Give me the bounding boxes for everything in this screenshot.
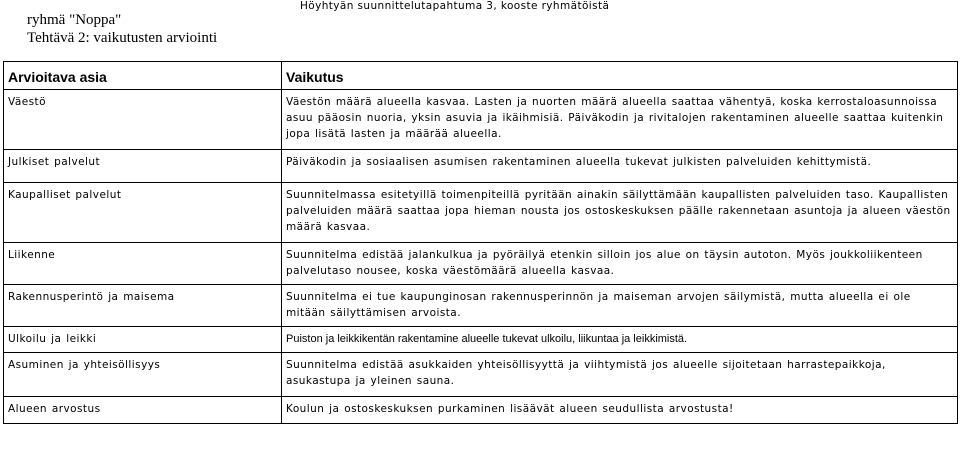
column-header-impact: Vaikutus [282,62,958,90]
table-row [4,150,958,183]
row-subject: Kaupalliset palvelut [4,183,282,243]
table-row [4,285,958,327]
impact-assessment-table [3,61,958,424]
group-title: ryhmä "Noppa" [27,12,122,28]
row-subject: Julkiset palvelut [4,150,282,183]
row-impact: Päiväkodin ja sosiaalisen asumisen rakentaminen alueella tukevat julkisten palveluiden kehittymistä. [282,150,958,183]
table-row [4,90,958,150]
row-impact: Koulun ja ostoskeskuksen purkaminen lisäävät alueen seudullista arvostusta! [282,397,958,424]
table-header-row [4,62,958,90]
column-header-subject: Arvioitava asia [4,62,282,90]
row-subject: Rakennusperintö ja maisema [4,285,282,327]
row-impact: Suunnitelma edistää asukkaiden yhteisöllisyyttä ja viihtymistä jos alueelle sijoitetaan harrastepaikkoja, asukastupa ja yleinen sauna. [282,353,958,397]
table-row [4,183,958,243]
row-impact: Suunnitelma edistää jalankulkua ja pyöräilyä etenkin silloin jos alue on täysin autoton. Myös joukkoliikenteen palvelutaso nousee, koska väestömäärä alueella kasvaa. [282,243,958,285]
row-impact: Suunnitelma ei tue kaupunginosan rakennusperinnön ja maiseman arvojen säilymistä, mutta alueella ei ole mitään säilyttämisen arvoista. [282,285,958,327]
task-title: Tehtävä 2: vaikutusten arviointi [27,30,218,46]
row-subject: Väestö [4,90,282,150]
table-row [4,243,958,285]
row-impact: Väestön määrä alueella kasvaa. Lasten ja nuorten määrä alueella saattaa vähentyä, koska kerrostaloasunnoissa asuu pääosin nuoria, yksin asuvia ja ikäihmisiä. Päiväkodin ja rivitalojen rakentaminen alueelle saattaa kuitenkin jopa lisätä lasten ja määrää alueella. [282,90,958,150]
row-subject: Asuminen ja yhteisöllisyys [4,353,282,397]
table-row [4,353,958,397]
row-impact: Puiston ja leikkikentän rakentamine alueelle tukevat ulkoilu, liikuntaa ja leikkimistä. [282,327,958,353]
table-row [4,327,958,353]
document-header [27,11,217,47]
document-title: Höyhtyän suunnittelutapahtuma 3, kooste ryhmätöistä [300,0,610,12]
row-subject: Ulkoilu ja leikki [4,327,282,353]
row-subject: Liikenne [4,243,282,285]
table-row [4,397,958,424]
row-impact: Suunnitelmassa esitetyillä toimenpiteillä pyritään ainakin säilyttämään kaupallisten palveluiden taso. Kaupallisten palveluiden määrä saattaa jopa hieman nousta jos ostoskeskuksen päälle rakennetaan asuntoja ja alueen väestön määrä kasvaa. [282,183,958,243]
row-subject: Alueen arvostus [4,397,282,424]
